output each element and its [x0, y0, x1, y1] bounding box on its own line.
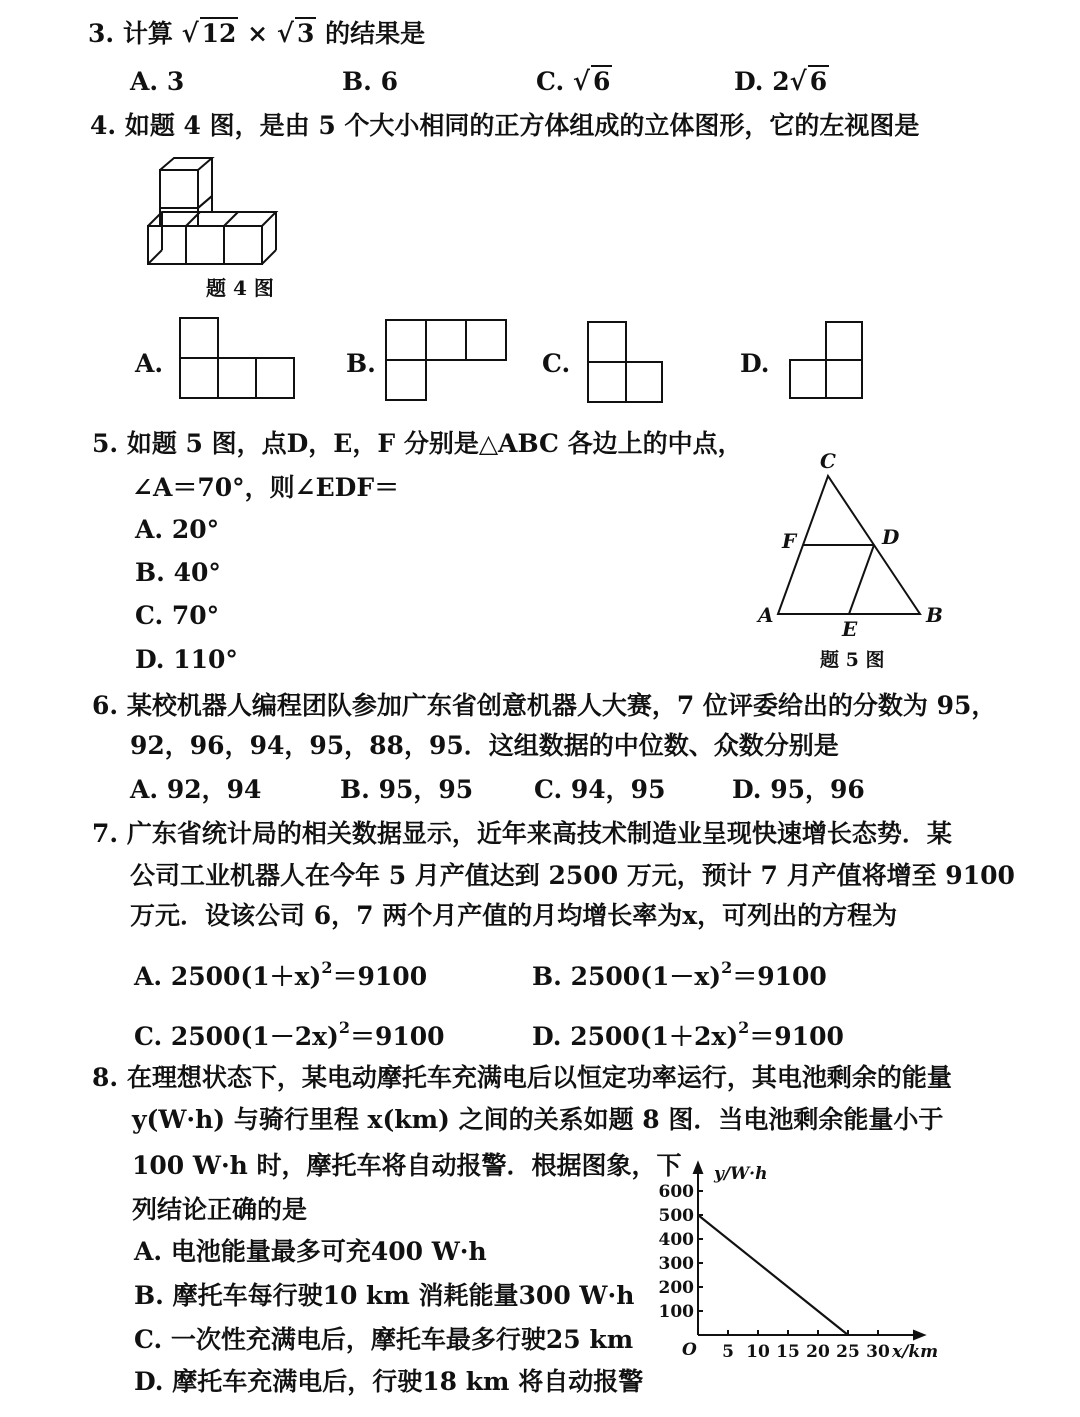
q8-stem-line4: 列结论正确的是	[132, 1195, 308, 1224]
option-value: 94，95	[570, 775, 666, 804]
y-tick-label: 400	[658, 1230, 694, 1250]
q7-stem-line1	[92, 818, 952, 850]
sqrt-icon: √	[789, 67, 807, 97]
q5-number: 5.	[92, 429, 119, 458]
option-exponent: 2	[338, 1018, 350, 1037]
q3-option-b[interactable]	[342, 66, 398, 98]
option-label: B.	[342, 67, 372, 96]
option-label: A.	[134, 1237, 163, 1266]
q5-stem-line1	[92, 428, 743, 460]
q5-stem-text: 如题 5 图，点D，E，F 分别是△ABC 各边上的中点，	[126, 429, 743, 458]
q4-option-d-label[interactable]: D.	[740, 349, 770, 378]
option-value: 95，96	[770, 775, 865, 804]
y-axis-label: y/W·h	[714, 1164, 768, 1184]
option-label: B.	[134, 1281, 164, 1310]
label-d: D	[882, 525, 900, 549]
q8-stem-line2: y(W·h) 与骑行里程 x(km) 之间的关系如题 8 图．当电池剩余能量小于	[132, 1105, 944, 1134]
segment-de	[849, 545, 874, 614]
q4-option-a-label[interactable]: A.	[135, 349, 164, 378]
q6-option-d[interactable]	[732, 774, 865, 806]
q4-caption: 题 4 图	[206, 276, 274, 300]
q7-stem-text: 广东省统计局的相关数据显示，近年来高技术制造业呈现快速增长态势．某	[126, 819, 952, 848]
option-value: 2500(1－x)	[570, 962, 722, 991]
option-value: 摩托车每行驶10 km 消耗能量300 W·h	[172, 1281, 635, 1310]
x-tick-label: 15	[776, 1342, 800, 1362]
x-tick-label: 30	[866, 1342, 890, 1362]
option-label: C.	[134, 1022, 163, 1051]
q6-stem-line1	[92, 690, 996, 722]
q8-option-b[interactable]	[134, 1280, 634, 1312]
option-label: A.	[135, 515, 164, 544]
q7-option-a[interactable]	[134, 952, 427, 993]
option-label: B.	[532, 962, 562, 991]
label-f: F	[782, 529, 797, 553]
option-label: A.	[130, 775, 159, 804]
q5-option-c[interactable]	[135, 600, 219, 632]
q3-stem-suffix: 的结果是	[325, 19, 426, 48]
q8-stem-text: 在理想状态下，某电动摩托车充满电后以恒定功率运行，其电池剩余的能量	[126, 1063, 952, 1092]
y-tick-label: 600	[658, 1182, 694, 1202]
option-label: A.	[134, 962, 163, 991]
option-label: B.	[135, 558, 165, 587]
option-value: 92，94	[166, 775, 262, 804]
option-value: 2500(1＋2x)	[570, 1022, 739, 1051]
q3-radicand-a: 12	[201, 19, 237, 48]
q3-radicand-b: 3	[296, 19, 315, 48]
option-label: C.	[534, 775, 563, 804]
option-value: 6	[809, 67, 828, 96]
q6-stem-text: 某校机器人编程团队参加广东省创意机器人大赛，7 位评委给出的分数为 95，	[126, 691, 997, 720]
sqrt-icon: √	[276, 19, 294, 49]
q5-option-b[interactable]	[135, 557, 221, 589]
q5-triangle-figure	[750, 448, 950, 676]
y-tick-label: 100	[658, 1302, 694, 1322]
q5-option-d[interactable]	[135, 644, 238, 676]
option-rhs: ＝9100	[749, 1022, 844, 1051]
q3-option-c[interactable]	[536, 66, 612, 98]
x-tick-label: 10	[746, 1342, 770, 1362]
option-rhs: ＝9100	[349, 1022, 445, 1051]
option-label: C.	[135, 601, 164, 630]
option-label: D.	[732, 775, 762, 804]
label-e: E	[842, 617, 858, 641]
q3-number: 3.	[88, 19, 115, 48]
option-value: 3	[166, 67, 185, 96]
option-value: 6	[380, 67, 398, 96]
origin-label: O	[682, 1340, 697, 1360]
x-tick-label: 25	[836, 1342, 860, 1362]
option-coef: 2	[772, 67, 790, 96]
q7-stem-line2: 公司工业机器人在今年 5 月产值达到 2500 万元，预计 7 月产值将增至 9100	[130, 861, 1015, 890]
option-value: 6	[592, 67, 611, 96]
option-label: D.	[135, 645, 165, 674]
option-label: C.	[134, 1325, 163, 1354]
q4-cube-figure	[140, 150, 300, 275]
q7-number: 7.	[92, 819, 119, 848]
option-value: 电池能量最多可充400 W·h	[170, 1237, 487, 1266]
option-value: 20°	[171, 515, 220, 544]
option-exponent: 2	[721, 958, 733, 977]
q6-option-b[interactable]	[340, 774, 473, 806]
x-tick-label: 5	[722, 1342, 734, 1362]
q4-option-c-figure[interactable]	[586, 318, 666, 406]
option-label: C.	[536, 67, 565, 96]
q4-stem-text: 如题 4 图，是由 5 个大小相同的正方体组成的立体图形，它的左视图是	[124, 111, 920, 140]
q5-stem-line2: ∠A＝70°，则∠EDF＝	[132, 473, 400, 502]
q8-stem-line1	[92, 1062, 952, 1094]
q4-option-c-label[interactable]: C.	[542, 349, 571, 378]
option-label: D.	[532, 1022, 562, 1051]
option-value: 40°	[173, 558, 221, 587]
q7-stem-line3: 万元．设该公司 6，7 两个月产值的月均增长率为x，可列出的方程为	[130, 901, 898, 930]
q7-option-d[interactable]	[532, 1012, 844, 1053]
q3-option-d[interactable]	[734, 66, 829, 98]
option-value: 95，95	[378, 775, 474, 804]
option-value: 2500(1－2x)	[170, 1022, 339, 1051]
q6-number: 6.	[92, 691, 119, 720]
q8-energy-chart	[650, 1155, 950, 1365]
q4-option-b-figure[interactable]	[384, 316, 508, 404]
option-label: D.	[734, 67, 764, 96]
q6-stem-line2: 92，96，94，95，88，95．这组数据的中位数、众数分别是	[130, 731, 839, 760]
label-c: C	[820, 449, 836, 473]
q6-option-a[interactable]	[130, 774, 261, 806]
q5-option-a[interactable]	[135, 514, 219, 546]
q8-option-a[interactable]	[134, 1236, 487, 1268]
option-label: B.	[340, 775, 370, 804]
q4-stem	[90, 110, 919, 142]
option-exponent: 2	[321, 958, 333, 977]
sqrt-icon: √	[572, 67, 590, 97]
q5-caption: 题 5 图	[820, 649, 885, 671]
option-label: A.	[130, 67, 159, 96]
option-value: 110°	[173, 645, 238, 674]
q3-option-a[interactable]	[130, 66, 184, 98]
option-value: 摩托车充满电后，行驶18 km 将自动报警	[172, 1367, 644, 1396]
series-line	[698, 1215, 848, 1335]
y-axis-arrow	[694, 1163, 702, 1173]
q3-stem-prefix: 计算	[122, 19, 173, 48]
option-exponent: 2	[738, 1018, 750, 1037]
option-label: D.	[134, 1367, 164, 1396]
option-value: 一次性充满电后，摩托车最多行驶25 km	[170, 1325, 634, 1354]
sqrt-icon: √	[181, 19, 199, 49]
option-value: 2500(1＋x)	[170, 962, 322, 991]
q7-option-c[interactable]	[134, 1012, 445, 1053]
q8-stem-line3: 100 W·h 时，摩托车将自动报警．根据图象，下	[132, 1151, 682, 1180]
q4-option-d-figure[interactable]	[788, 318, 868, 402]
q4-option-b-label[interactable]: B.	[346, 349, 376, 378]
q4-option-a-figure[interactable]	[178, 314, 298, 402]
q8-option-c[interactable]	[134, 1324, 633, 1356]
q6-option-c[interactable]	[534, 774, 665, 806]
y-tick-label: 500	[658, 1206, 694, 1226]
q4-number: 4.	[90, 111, 117, 140]
y-tick-label: 300	[658, 1254, 694, 1274]
x-axis-label: x/km	[892, 1342, 939, 1362]
option-rhs: ＝9100	[732, 962, 827, 991]
q8-number: 8.	[92, 1063, 119, 1092]
label-a: A	[758, 603, 774, 627]
q8-option-d[interactable]	[134, 1366, 643, 1398]
option-rhs: ＝9100	[332, 962, 428, 991]
option-value: 70°	[171, 601, 220, 630]
y-tick-label: 200	[658, 1278, 694, 1298]
q3-times: ×	[247, 19, 269, 48]
q3-stem	[88, 18, 425, 50]
x-tick-label: 20	[806, 1342, 830, 1362]
q7-option-b[interactable]	[532, 952, 827, 993]
x-axis-arrow	[914, 1331, 924, 1339]
label-b: B	[926, 603, 943, 627]
